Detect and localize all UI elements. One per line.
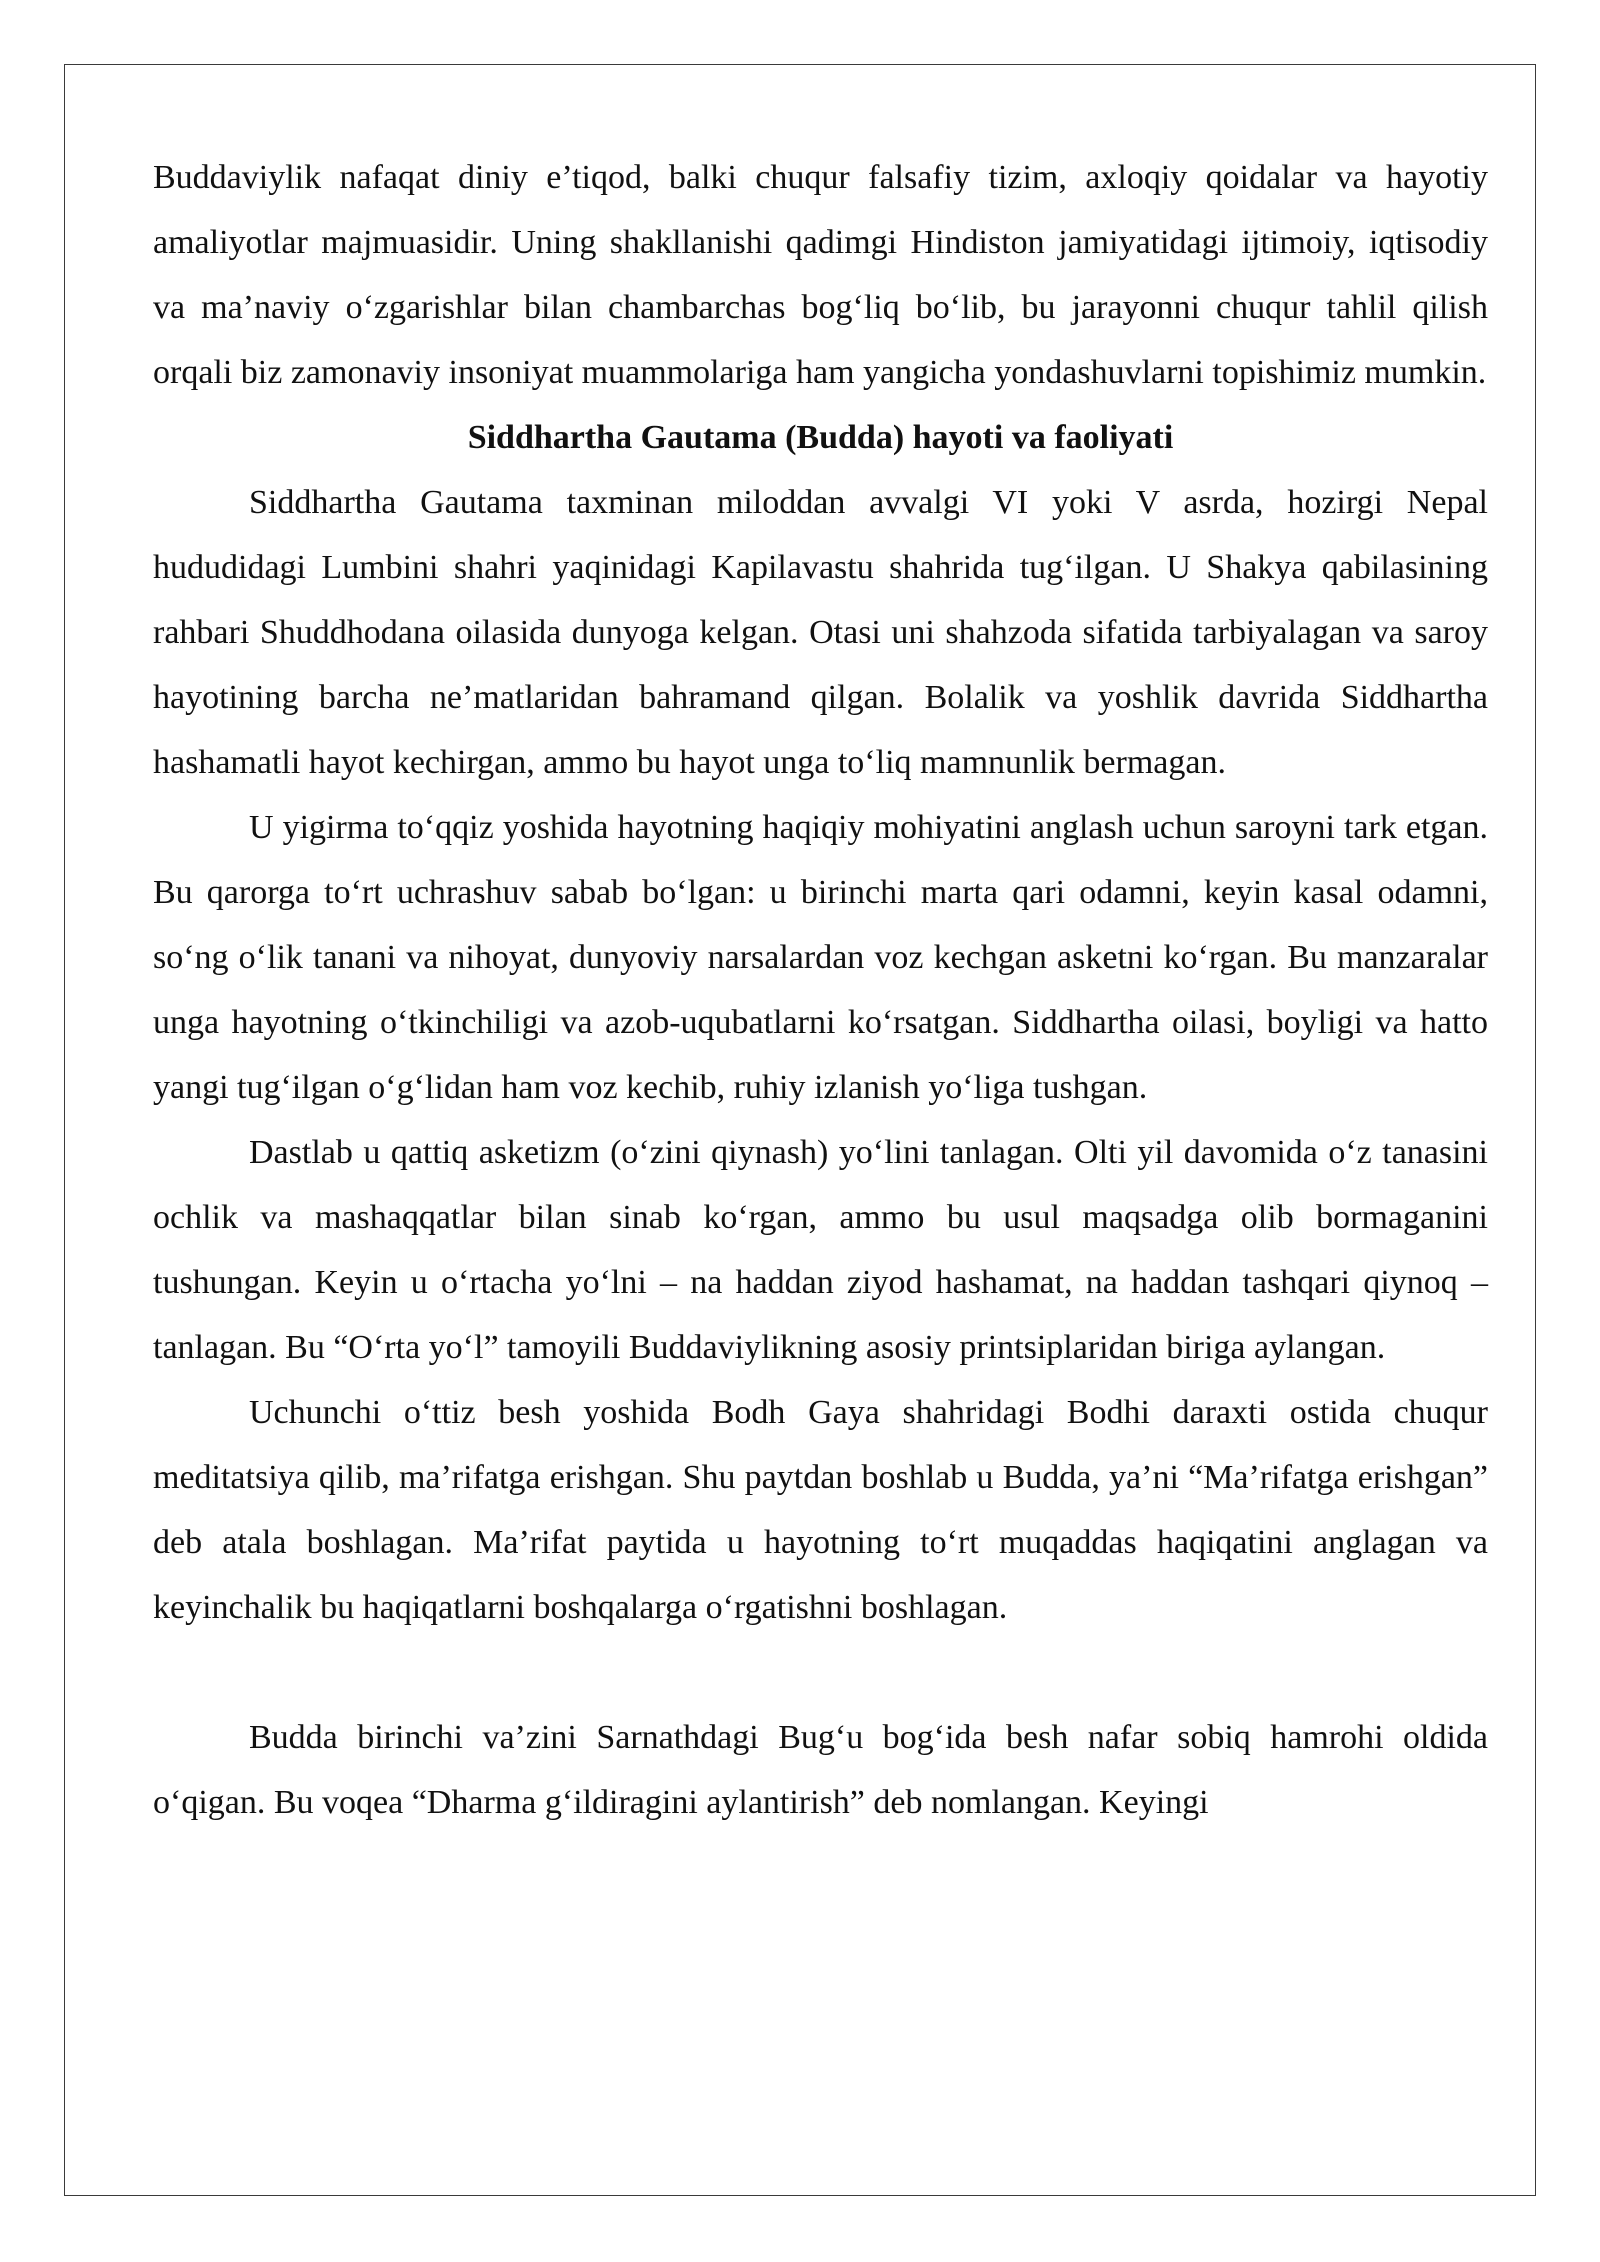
section-heading: Siddhartha Gautama (Budda) hayoti va faoliyati	[467, 419, 1174, 456]
paragraph-first-sermon: Budda birinchi va’zini Sarnathdagi Bug‘u bog‘ida besh nafar sobiq hamrohi oldida o‘qigan. Bu voqea “Dharma g‘ildiragini aylantirish” deb nomlangan. Keyingi	[153, 1719, 1488, 1821]
paragraph-birth: Siddhartha Gautama taxminan miloddan avvalgi VI yoki V asrda, hozirgi Nepal hududidagi Lumbini shahri yaqinidagi Kapilavastu shahrida tug‘ilgan. U Shakya qabilasining rahbari Shuddhodana oilasida dunyoga kelgan. Otasi uni shahzoda sifatida tarbiyalagan va saroy hayotining barcha ne’matlaridan bahramand qilgan. Bolalik va yoshlik davrida Siddhartha hashamatli hayot kechirgan, ammo bu hayot unga to‘liq mamnunlik bermagan.	[153, 484, 1488, 781]
paragraph-middle-way: Dastlab u qattiq asketizm (o‘zini qiynash) yo‘lini tanlagan. Olti yil davomida o‘z tanasini ochlik va mashaqqatlar bilan sinab ko‘rgan, ammo bu usul maqsadga olib bormaganini tushungan. Keyin u o‘rtacha yo‘lni – na haddan ziyod hashamat, na haddan tashqari qiynoq – tanlagan. Bu “O‘rta yo‘l” tamoyili Buddaviylikning asosiy printsiplaridan biriga aylangan.	[153, 1134, 1488, 1366]
paragraph-renunciation: U yigirma to‘qqiz yoshida hayotning haqiqiy mohiyatini anglash uchun saroyni tark etgan. Bu qarorga to‘rt uchrashuv sabab bo‘lgan: u birinchi marta qari odamni, keyin kasal odamni, so‘ng o‘lik tanani va nihoyat, dunyoviy narsalardan voz kechgan asketni ko‘rgan. Bu manzaralar unga hayotning o‘tkinchiligi va azob-uqubatlarni ko‘rsatgan. Siddhartha oilasi, boyligi va hatto yangi tug‘ilgan o‘g‘lidan ham voz kechib, ruhiy izlanish yo‘liga tushgan.	[153, 809, 1488, 1106]
paragraph-spacer	[153, 1640, 1488, 1705]
paragraph-enlightenment: Uchunchi o‘ttiz besh yoshida Bodh Gaya shahridagi Bodhi daraxti ostida chuqur meditatsiya qilib, ma’rifatga erishgan. Shu paytdan boshlab u Budda, ya’ni “Ma’rifatga erishgan” deb atala boshlagan. Ma’rifat paytida u hayotning to‘rt muqaddas haqiqatini anglagan va keyinchalik bu haqiqatlarni boshqalarga o‘rgatishni boshlagan.	[153, 1394, 1488, 1626]
intro-paragraph: Buddaviylik nafaqat diniy e’tiqod, balki chuqur falsafiy tizim, axloqiy qoidalar va hayotiy amaliyotlar majmuasidir. Uning shakllanishi qadimgi Hindiston jamiyatidagi ijtimoiy, iqtisodiy va ma’naviy o‘zgarishlar bilan chambarchas bog‘liq bo‘lib, bu jarayonni chuqur tahlil qilish orqali biz zamonaviy insoniyat muammolariga ham yangicha yondashuvlarni topishimiz mumkin.	[153, 159, 1488, 391]
document-body	[153, 145, 1488, 1835]
